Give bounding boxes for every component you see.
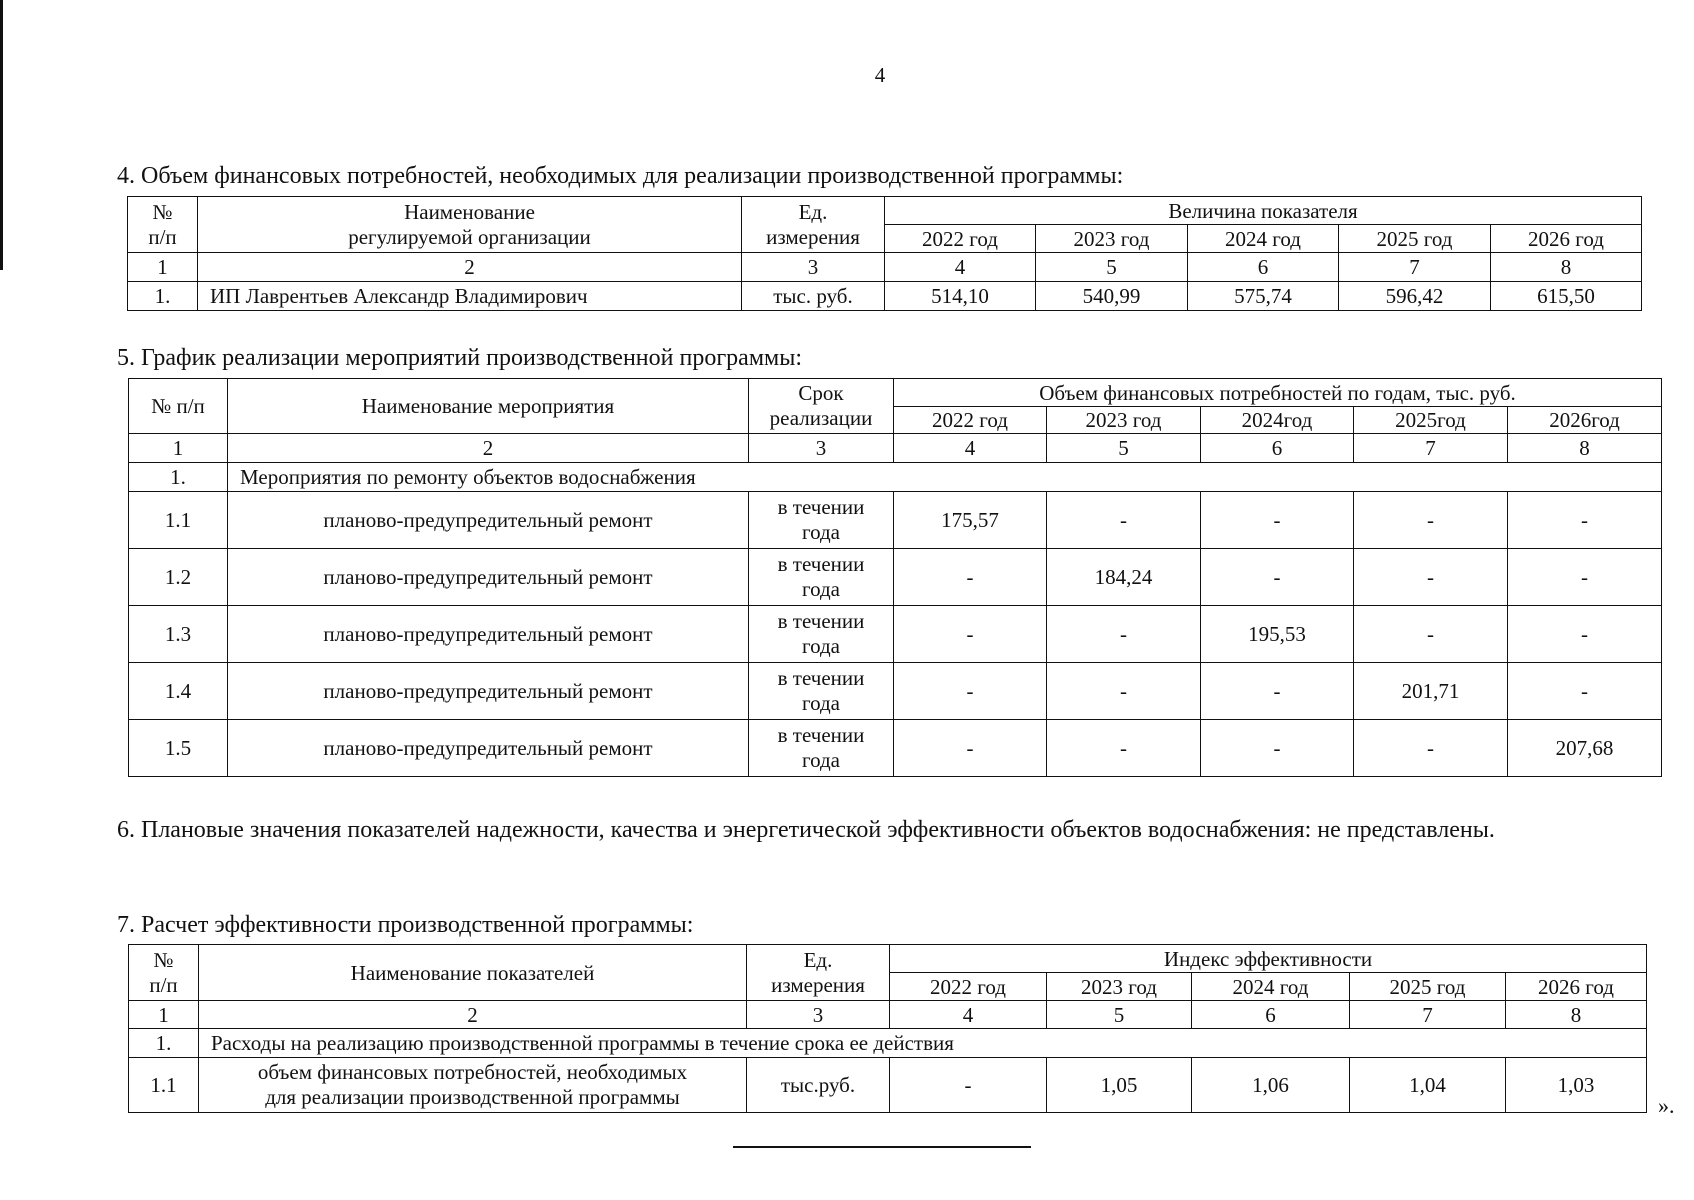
table-row (129, 606, 1662, 663)
value-2022: 514,10 (885, 282, 1036, 311)
value-2023: - (1047, 720, 1201, 777)
header-year: 2022 год (894, 407, 1047, 434)
col-number: 3 (742, 253, 885, 282)
row-num: 1.2 (129, 549, 228, 606)
col-number: 5 (1047, 434, 1201, 463)
table-header-row (129, 945, 1647, 973)
header-num: № п/п (129, 379, 228, 434)
header-year: 2024 год (1192, 973, 1350, 1001)
value-2022: - (894, 606, 1047, 663)
col-number: 1 (128, 253, 198, 282)
group-label: Мероприятия по ремонту объектов водоснабжения (228, 463, 1662, 492)
activity-name: планово-предупредительный ремонт (228, 663, 749, 720)
col-number: 7 (1350, 1001, 1506, 1029)
financial-needs-table (127, 196, 1642, 311)
efficiency-table (128, 944, 1647, 1113)
col-number: 3 (749, 434, 894, 463)
value-2023: - (1047, 492, 1201, 549)
col-number: 3 (747, 1001, 890, 1029)
row-num: 1.1 (129, 492, 228, 549)
header-value-group: Объем финансовых потребностей по годам, тыс. руб. (894, 379, 1662, 407)
term: в течении года (749, 492, 894, 549)
header-year: 2023 год (1047, 973, 1192, 1001)
row-num: 1.3 (129, 606, 228, 663)
col-number: 6 (1188, 253, 1339, 282)
col-number: 8 (1491, 253, 1642, 282)
row-num: 1.1 (129, 1058, 199, 1113)
activity-name: планово-предупредительный ремонт (228, 492, 749, 549)
value-2025: - (1354, 492, 1508, 549)
table-row (129, 492, 1662, 549)
value-2023: 1,05 (1047, 1058, 1192, 1113)
column-numbers-row (129, 434, 1662, 463)
table-row (129, 663, 1662, 720)
table-header-row (128, 197, 1642, 225)
value-2026: - (1508, 663, 1662, 720)
header-year: 2025 год (1339, 225, 1491, 253)
value-2024: 1,06 (1192, 1058, 1350, 1113)
header-year: 2026год (1508, 407, 1662, 434)
unit: тыс.руб. (747, 1058, 890, 1113)
header-year: 2023 год (1036, 225, 1188, 253)
indicator-name: объем финансовых потребностей, необходимых для реализации производственной программы (199, 1058, 747, 1113)
value-2025: - (1354, 720, 1508, 777)
group-row (129, 1029, 1647, 1058)
col-number: 1 (129, 434, 228, 463)
col-number: 6 (1192, 1001, 1350, 1029)
col-number: 4 (894, 434, 1047, 463)
value-2023: 540,99 (1036, 282, 1188, 311)
page-number: 4 (874, 63, 886, 87)
value-2024: - (1201, 663, 1354, 720)
column-numbers-row (129, 1001, 1647, 1029)
value-2022: - (894, 720, 1047, 777)
table-row (129, 1058, 1647, 1113)
col-number: 2 (199, 1001, 747, 1029)
section-7-heading: 7. Расчет эффективности производственной программы: (117, 912, 694, 938)
header-value-group: Индекс эффективности (890, 945, 1647, 973)
value-2024: - (1201, 720, 1354, 777)
value-2023: - (1047, 663, 1201, 720)
col-number: 7 (1339, 253, 1491, 282)
header-unit: Ед. измерения (742, 197, 885, 253)
value-2024: - (1201, 492, 1354, 549)
value-2024: 195,53 (1201, 606, 1354, 663)
header-value-group: Величина показателя (885, 197, 1642, 225)
table-row (129, 720, 1662, 777)
org-name: ИП Лаврентьев Александр Владимирович (198, 282, 742, 311)
col-number: 7 (1354, 434, 1508, 463)
footnote-separator (733, 1146, 1031, 1148)
value-2025: 201,71 (1354, 663, 1508, 720)
row-num: 1.5 (129, 720, 228, 777)
closing-quote: ». (1658, 1093, 1675, 1118)
value-2022: 175,57 (894, 492, 1047, 549)
term: в течении года (749, 606, 894, 663)
header-unit: Ед. измерения (747, 945, 890, 1001)
table-row (129, 549, 1662, 606)
header-indicator-name: Наименование показателей (199, 945, 747, 1001)
col-number: 8 (1508, 434, 1662, 463)
col-number: 1 (129, 1001, 199, 1029)
header-year: 2023 год (1047, 407, 1201, 434)
header-year: 2025 год (1350, 973, 1506, 1001)
col-number: 5 (1036, 253, 1188, 282)
value-2026: - (1508, 549, 1662, 606)
value-2026: - (1508, 606, 1662, 663)
term: в течении года (749, 549, 894, 606)
value-2025: - (1354, 606, 1508, 663)
value-2026: 1,03 (1506, 1058, 1647, 1113)
row-num: 1.4 (129, 663, 228, 720)
header-org-name: Наименование регулируемой организации (198, 197, 742, 253)
header-year: 2026 год (1491, 225, 1642, 253)
activity-name: планово-предупредительный ремонт (228, 720, 749, 777)
value-2026: 207,68 (1508, 720, 1662, 777)
section-5-heading: 5. График реализации мероприятий производственной программы: (117, 345, 802, 371)
activity-name: планово-предупредительный ремонт (228, 549, 749, 606)
table-row (128, 282, 1642, 311)
col-number: 2 (198, 253, 742, 282)
header-year: 2022 год (885, 225, 1036, 253)
header-year: 2022 год (890, 973, 1047, 1001)
left-margin-rule (0, 0, 3, 270)
header-year: 2026 год (1506, 973, 1647, 1001)
row-num: 1. (129, 463, 228, 492)
schedule-table (128, 378, 1662, 777)
col-number: 4 (890, 1001, 1047, 1029)
value-2023: - (1047, 606, 1201, 663)
group-row (129, 463, 1662, 492)
col-number: 2 (228, 434, 749, 463)
row-num: 1. (129, 1029, 199, 1058)
header-year: 2024год (1201, 407, 1354, 434)
header-year: 2024 год (1188, 225, 1339, 253)
section-6-text: 6. Плановые значения показателей надежности, качества и энергетической эффективности объектов водоснабжения: не представлены. (117, 817, 1495, 843)
table-header-row (129, 379, 1662, 407)
activity-name: планово-предупредительный ремонт (228, 606, 749, 663)
value-2025: - (1354, 549, 1508, 606)
value-2026: 615,50 (1491, 282, 1642, 311)
col-number: 8 (1506, 1001, 1647, 1029)
header-num: № п/п (129, 945, 199, 1001)
value-2023: 184,24 (1047, 549, 1201, 606)
header-activity-name: Наименование мероприятия (228, 379, 749, 434)
row-num: 1. (128, 282, 198, 311)
col-number: 4 (885, 253, 1036, 282)
value-2026: - (1508, 492, 1662, 549)
value-2024: 575,74 (1188, 282, 1339, 311)
col-number: 5 (1047, 1001, 1192, 1029)
section-4-heading: 4. Объем финансовых потребностей, необходимых для реализации производственной программы: (117, 163, 1124, 189)
header-num: № п/п (128, 197, 198, 253)
value-2022: - (894, 663, 1047, 720)
term: в течении года (749, 720, 894, 777)
column-numbers-row (128, 253, 1642, 282)
group-label: Расходы на реализацию производственной программы в течение срока ее действия (199, 1029, 1647, 1058)
header-term: Срок реализации (749, 379, 894, 434)
value-2022: - (894, 549, 1047, 606)
col-number: 6 (1201, 434, 1354, 463)
value-2025: 1,04 (1350, 1058, 1506, 1113)
unit: тыс. руб. (742, 282, 885, 311)
value-2024: - (1201, 549, 1354, 606)
header-year: 2025год (1354, 407, 1508, 434)
value-2025: 596,42 (1339, 282, 1491, 311)
value-2022: - (890, 1058, 1047, 1113)
term: в течении года (749, 663, 894, 720)
